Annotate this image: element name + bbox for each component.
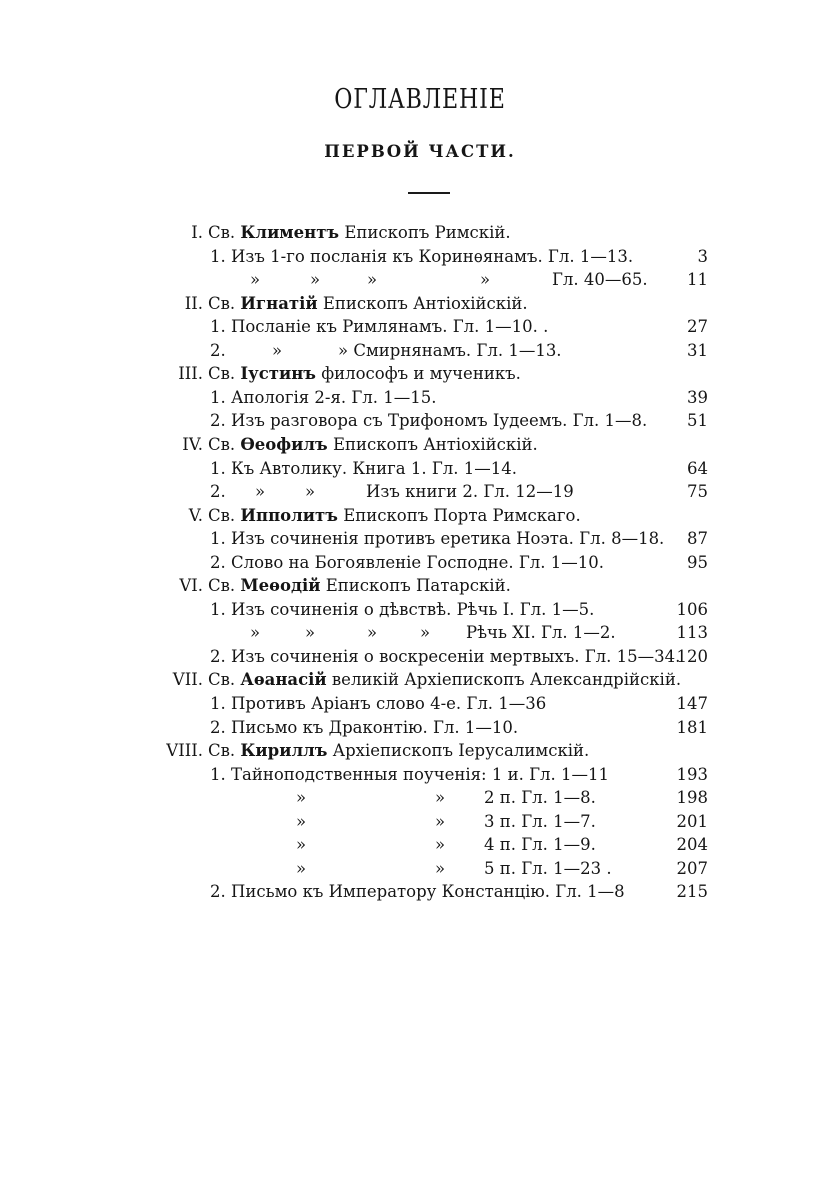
section-rest: Епископъ Патарскій.: [325, 576, 511, 596]
ditto-mark: »: [310, 270, 321, 290]
section-name: Кириллъ: [240, 741, 328, 761]
toc-entry: [0, 245, 840, 268]
section-author: [208, 292, 528, 315]
entry-title: 1. Тайноподственныя поученія: 1 и. Гл. 1—11: [210, 764, 609, 784]
section-heading: [0, 574, 840, 597]
page-number: 75: [687, 482, 708, 502]
section-rest: Епископъ Римскій.: [344, 223, 511, 242]
page-title: ОГЛАВЛЕНІЕ: [334, 84, 506, 115]
ditto-mark: »: [305, 482, 316, 502]
ditto-mark: »: [272, 340, 283, 360]
section-sv: Св.: [208, 670, 236, 690]
ditto-mark: »: [435, 858, 446, 878]
section-name: Іустинъ: [240, 364, 316, 384]
section-author: [208, 504, 581, 527]
page-number: 113: [676, 623, 708, 643]
entry-title: 2 п. Гл. 1—8.: [484, 788, 596, 808]
section-author: [208, 362, 521, 385]
page-number: 87: [687, 529, 708, 549]
ditto-mark: »: [435, 788, 446, 808]
page-number: 193: [676, 764, 708, 784]
section-sv: Св.: [208, 364, 236, 384]
page-number: 95: [687, 552, 708, 572]
section-rest: философъ и мученикъ.: [321, 364, 521, 384]
entry-title: 1. Апологія 2-я. Гл. 1—15.: [210, 387, 437, 407]
entry-title: Изъ книги 2. Гл. 12—19: [366, 482, 574, 502]
page-number: 106: [676, 599, 708, 619]
ditto-mark: »: [480, 270, 491, 290]
entry-title: 2. Изъ сочиненія о воскресеніи мертвыхъ. Гл. 15—34.: [210, 646, 681, 666]
section-author: [208, 739, 589, 762]
entry-title: 2. Изъ разговора съ Трифономъ Іудеемъ. Гл. 1—8.: [210, 411, 648, 431]
page-number: 215: [676, 882, 708, 902]
toc-entry: [0, 551, 840, 574]
ditto-mark: »: [420, 623, 431, 643]
toc-entry: [0, 833, 840, 856]
page-number: 207: [676, 858, 708, 878]
section-numeral: III.: [178, 364, 203, 384]
ditto-mark: »: [367, 270, 378, 290]
entry-title: 4 п. Гл. 1—9.: [484, 835, 596, 855]
toc-entry: [0, 527, 840, 550]
entry-title: 2.: [210, 482, 226, 502]
toc-entry: [0, 409, 840, 432]
section-numeral: VIII.: [166, 741, 203, 761]
toc-entry: [0, 786, 840, 809]
toc-entry: [0, 692, 840, 715]
ditto-mark: »: [435, 835, 446, 855]
section-name: Аѳанасій: [240, 670, 327, 690]
page-number: 64: [687, 458, 708, 478]
entry-title: 2. Письмо къ Императору Констанцію. Гл. 1—8: [210, 882, 625, 902]
toc-entry: [0, 621, 840, 644]
ditto-mark: »: [296, 788, 307, 808]
page-number: 11: [687, 270, 708, 290]
section-sv: Св.: [208, 434, 236, 454]
section-numeral: IV.: [182, 434, 203, 454]
section-author: [208, 433, 538, 456]
page-number: 27: [687, 317, 708, 337]
page-number: 120: [676, 646, 708, 666]
section-heading: [0, 362, 840, 385]
toc-entry: [0, 857, 840, 880]
section-numeral: V.: [188, 505, 203, 525]
toc-entry: [0, 763, 840, 786]
toc-entry: [0, 457, 840, 480]
toc-entry: [0, 880, 840, 903]
toc-entry: [0, 716, 840, 739]
section-heading: [0, 739, 840, 762]
entry-title: 1. Изъ 1-го посланія къ Коринѳянамъ. Гл. 1—13.: [210, 246, 634, 266]
toc-entry: [0, 386, 840, 409]
section-author: [208, 221, 511, 244]
section-rest: Епископъ Антіохійскій.: [332, 434, 538, 454]
section-heading: [0, 668, 840, 691]
section-rest: Епископъ Антіохійскій.: [322, 293, 528, 313]
ditto-mark: »: [296, 811, 307, 831]
ditto-mark: »: [250, 270, 261, 290]
section-sv: Св.: [208, 293, 236, 313]
section-name: Меѳодій: [240, 576, 321, 596]
page-number: 51: [687, 411, 708, 431]
toc-entry: [0, 339, 840, 362]
section-numeral: VI.: [179, 576, 203, 596]
page-number: 147: [676, 694, 708, 713]
section-name: Ѳеофилъ: [240, 434, 328, 454]
entry-title: 1. Изъ сочиненія о дѣвствѣ. Рѣчь I. Гл. 1—5.: [210, 599, 595, 619]
section-rest: Епископъ Порта Римскаго.: [343, 505, 581, 525]
entry-title: 2. Слово на Богоявленіе Господне. Гл. 1—10.: [210, 552, 605, 572]
section-numeral: II.: [184, 293, 203, 313]
toc-entry: [0, 268, 840, 291]
entry-title: 2.: [210, 340, 226, 360]
page-number: 31: [687, 340, 708, 360]
section-sv: Св.: [208, 223, 236, 242]
entry-title: 3 п. Гл. 1—7.: [484, 811, 596, 831]
ditto-mark: »: [296, 858, 307, 878]
entry-title: Рѣчь XI. Гл. 1—2.: [466, 623, 616, 643]
section-heading: [0, 292, 840, 315]
section-sv: Св.: [208, 741, 236, 761]
ditto-mark: »: [305, 623, 316, 643]
ditto-mark: »: [296, 835, 307, 855]
toc-entry: [0, 810, 840, 833]
ditto-mark: »: [255, 482, 266, 502]
entry-title: 1. Противъ Аріанъ слово 4-е. Гл. 1—36: [210, 694, 547, 713]
entry-title: 1. Посланіе къ Римлянамъ. Гл. 1—10. .: [210, 317, 549, 337]
section-rest: великій Архіепископъ Александрійскій.: [331, 670, 682, 690]
entry-title: » Смирнянамъ. Гл. 1—13.: [338, 340, 562, 360]
section-author: [208, 668, 681, 691]
section-heading: [0, 504, 840, 527]
toc-entry: [0, 598, 840, 621]
section-heading: [0, 221, 840, 244]
entry-title: 1. Изъ сочиненія противъ еретика Ноэта. Гл. 8—18.: [210, 529, 665, 549]
entry-title: 2. Письмо къ Драконтію. Гл. 1—10.: [210, 717, 519, 737]
toc-entry: [0, 480, 840, 503]
entry-title: 5 п. Гл. 1—23 .: [484, 858, 612, 878]
section-numeral: VII.: [172, 670, 203, 690]
title-rule: [408, 192, 450, 194]
section-author: [208, 574, 511, 597]
section-rest: Архіепископъ Іерусалимскій.: [332, 741, 590, 761]
page-number: 181: [676, 717, 708, 737]
page-number: 3: [697, 246, 708, 266]
page-number: 39: [687, 387, 708, 407]
section-numeral: I.: [191, 223, 203, 242]
section-name: Ипполитъ: [240, 505, 338, 525]
section-sv: Св.: [208, 576, 236, 596]
toc-entry: [0, 315, 840, 338]
section-name: Игнатій: [240, 293, 318, 313]
page-number: 198: [676, 788, 708, 808]
section-sv: Св.: [208, 505, 236, 525]
toc-entry: [0, 645, 840, 668]
section-heading: [0, 433, 840, 456]
entry-title: Гл. 40—65.: [552, 270, 648, 290]
section-name: Климентъ: [240, 223, 340, 242]
ditto-mark: »: [367, 623, 378, 643]
ditto-mark: »: [250, 623, 261, 643]
page-subtitle: ПЕРВОЙ ЧАСТИ.: [324, 142, 516, 161]
page-number: 201: [676, 811, 708, 831]
page-number: 204: [676, 835, 708, 855]
ditto-mark: »: [435, 811, 446, 831]
entry-title: 1. Къ Автолику. Книга 1. Гл. 1—14.: [210, 458, 517, 478]
